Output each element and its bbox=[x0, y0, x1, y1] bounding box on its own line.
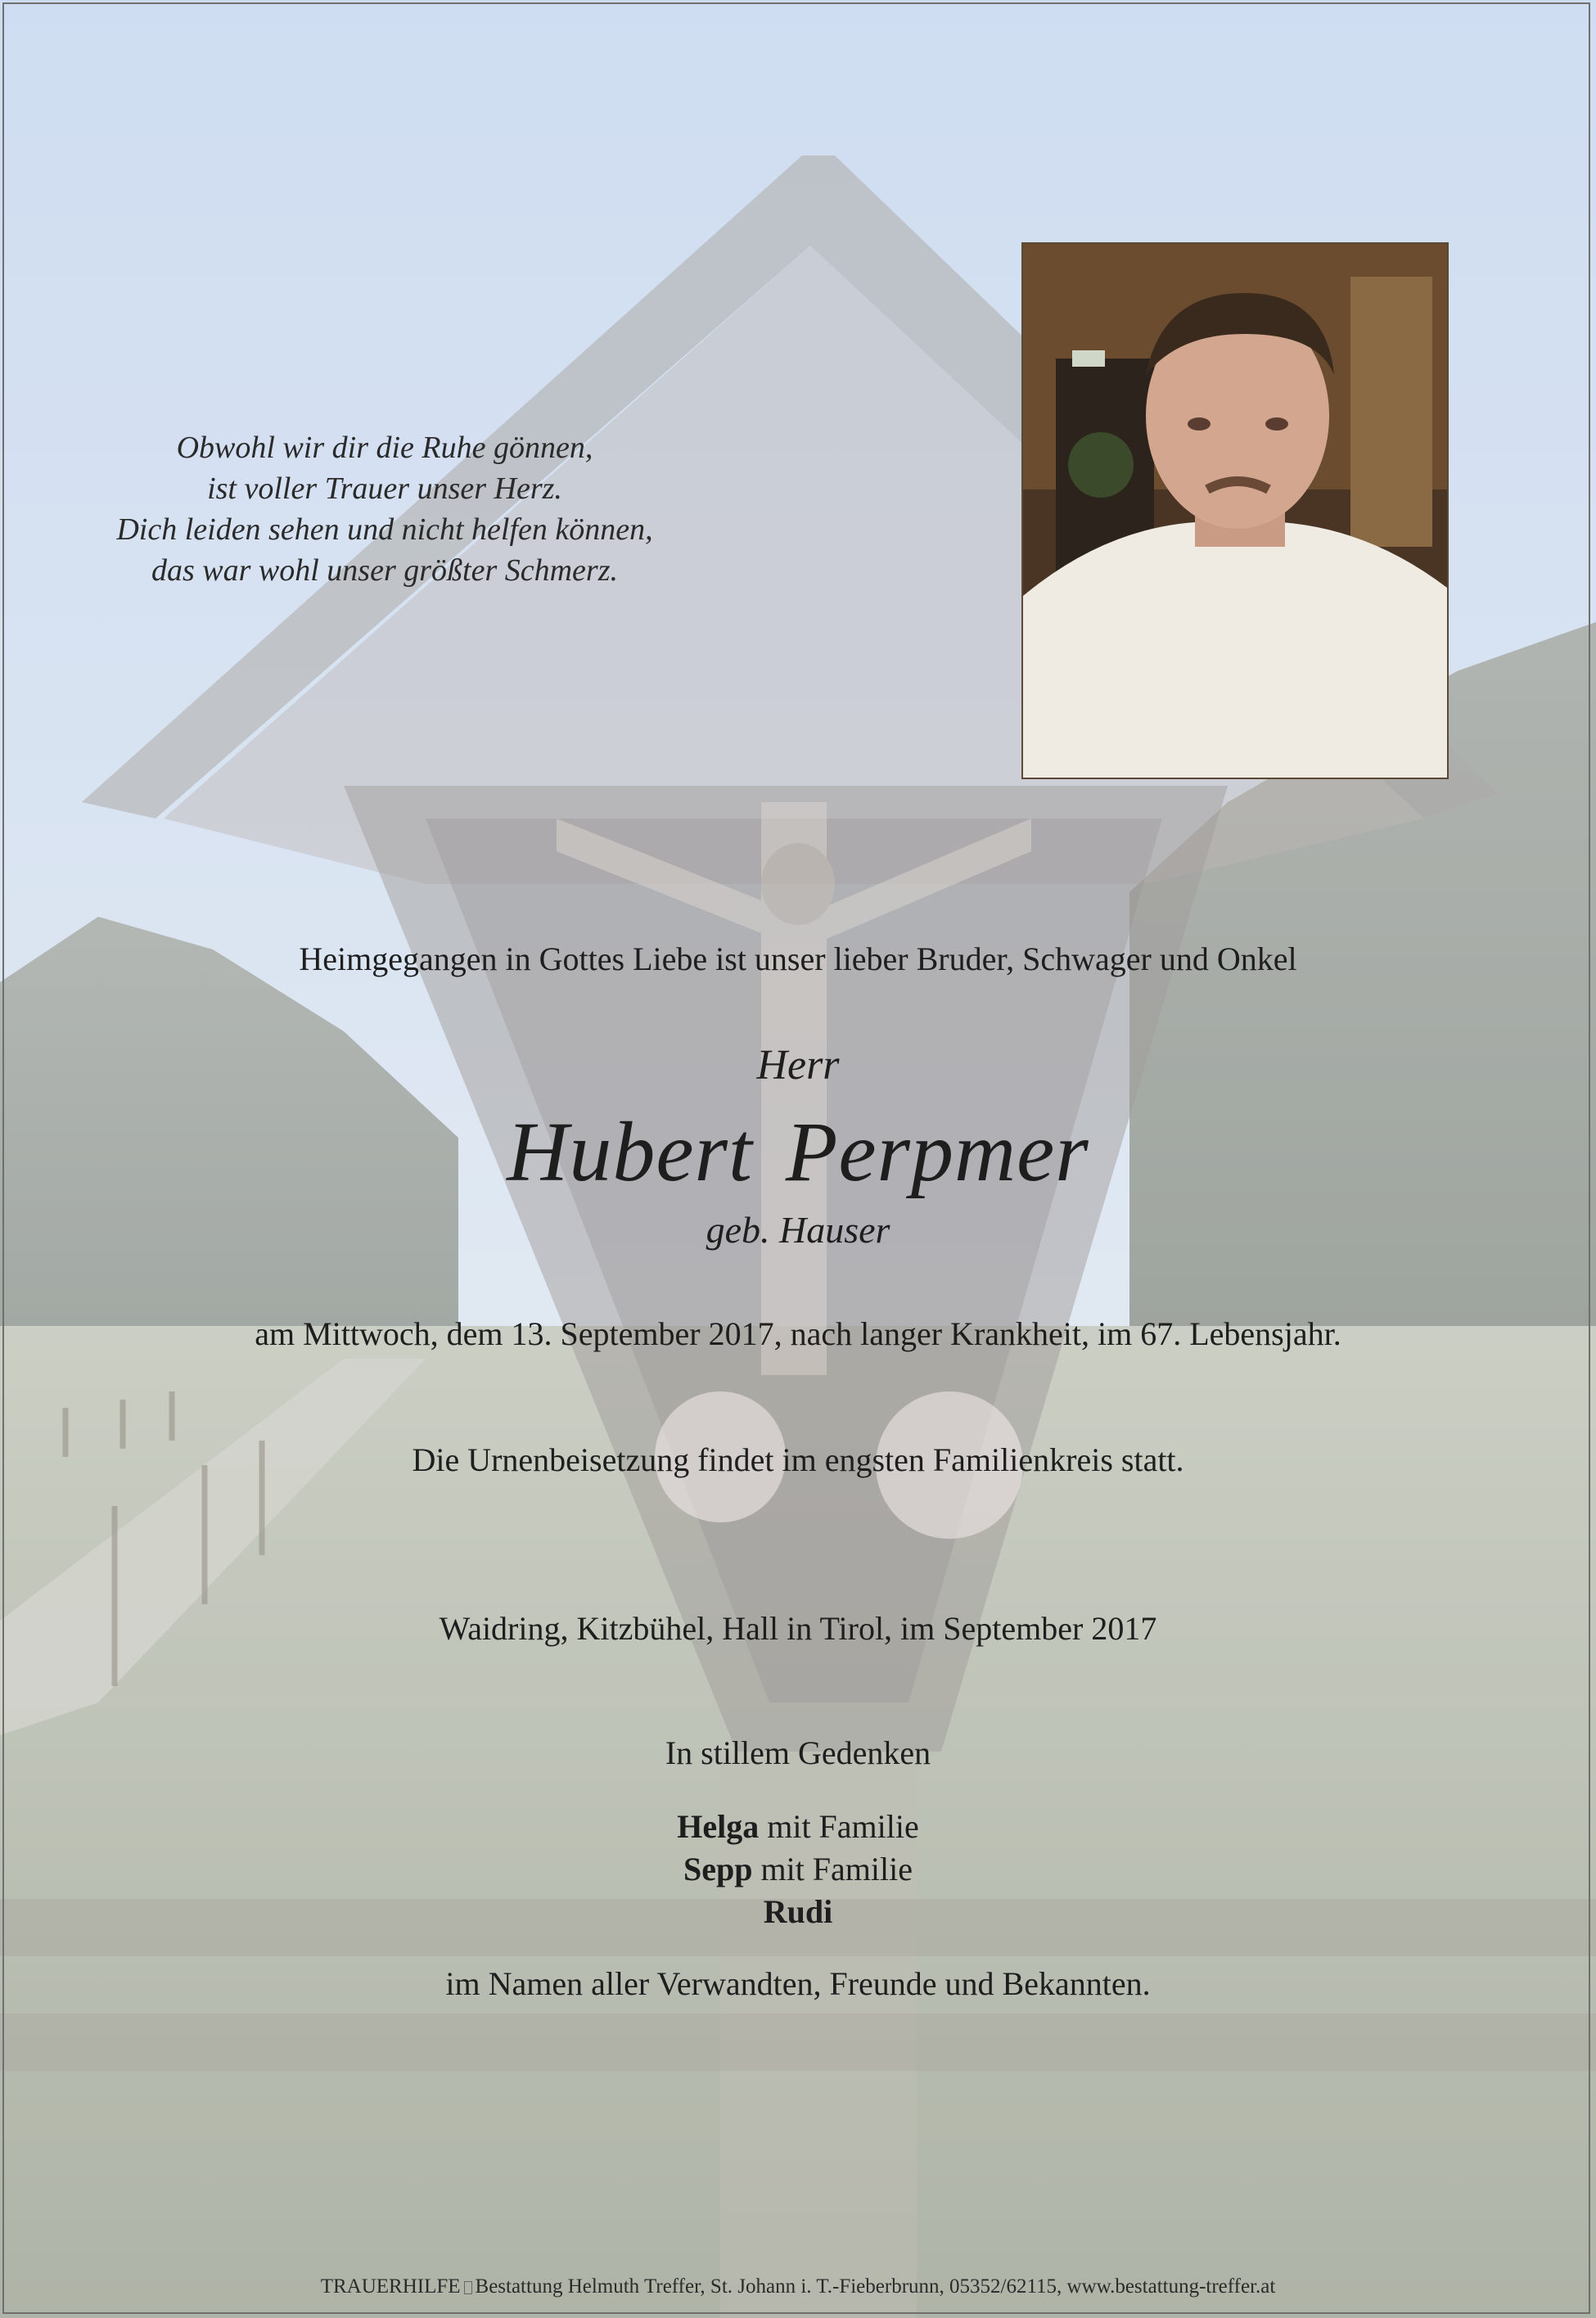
mourner-name: Sepp bbox=[683, 1851, 753, 1887]
poem-line: Dich leiden sehen und nicht helfen können, bbox=[116, 512, 653, 547]
logo-mark-icon bbox=[464, 2281, 472, 2294]
mourner-name: Helga bbox=[677, 1808, 760, 1845]
mourner-entry bbox=[0, 1806, 1596, 1848]
poem-line: das war wohl unser größter Schmerz. bbox=[151, 553, 619, 588]
birth-name: geb. Hauser bbox=[706, 1209, 890, 1251]
footer-brand: TRAUERHILFE bbox=[320, 2275, 461, 2298]
mourner-suffix: mit Familie bbox=[752, 1851, 913, 1887]
mourner-suffix: mit Familie bbox=[759, 1808, 919, 1845]
mourner-name: Rudi bbox=[763, 1893, 833, 1930]
place-date: Waidring, Kitzbühel, Hall in Tirol, im September 2017 bbox=[439, 1610, 1157, 1647]
death-notice: am Mittwoch, dem 13. September 2017, nach langer Krankheit, im 67. Lebensjahr. bbox=[255, 1315, 1341, 1352]
poem-line: ist voller Trauer unser Herz. bbox=[207, 471, 562, 506]
mourners-list bbox=[0, 1806, 1596, 1933]
memorial-poem bbox=[65, 427, 704, 591]
deceased-name bbox=[0, 1103, 1596, 1201]
first-name: Hubert bbox=[507, 1105, 753, 1199]
honorific: Herr bbox=[756, 1042, 840, 1089]
closing-line: im Namen aller Verwandten, Freunde und Bekannten. bbox=[445, 1965, 1151, 2002]
footer-text: Bestattung Helmuth Treffer, St. Johann i. T.-Fieberbrunn, 05352/62115, www.bestattung-treffer.at bbox=[475, 2275, 1276, 2298]
mourners-heading: In stillem Gedenken bbox=[665, 1734, 931, 1771]
funeral-home-footer bbox=[0, 2275, 1596, 2298]
mourner-entry bbox=[0, 1848, 1596, 1891]
portrait-photo bbox=[1021, 242, 1449, 779]
mourner-entry bbox=[0, 1891, 1596, 1933]
poem-line: Obwohl wir dir die Ruhe gönnen, bbox=[176, 431, 593, 465]
last-name: Perpmer bbox=[785, 1105, 1089, 1199]
intro-line: Heimgegangen in Gottes Liebe ist unser lieber Bruder, Schwager und Onkel bbox=[299, 940, 1297, 977]
burial-notice: Die Urnenbeisetzung findet im engsten Familienkreis statt. bbox=[412, 1441, 1184, 1478]
